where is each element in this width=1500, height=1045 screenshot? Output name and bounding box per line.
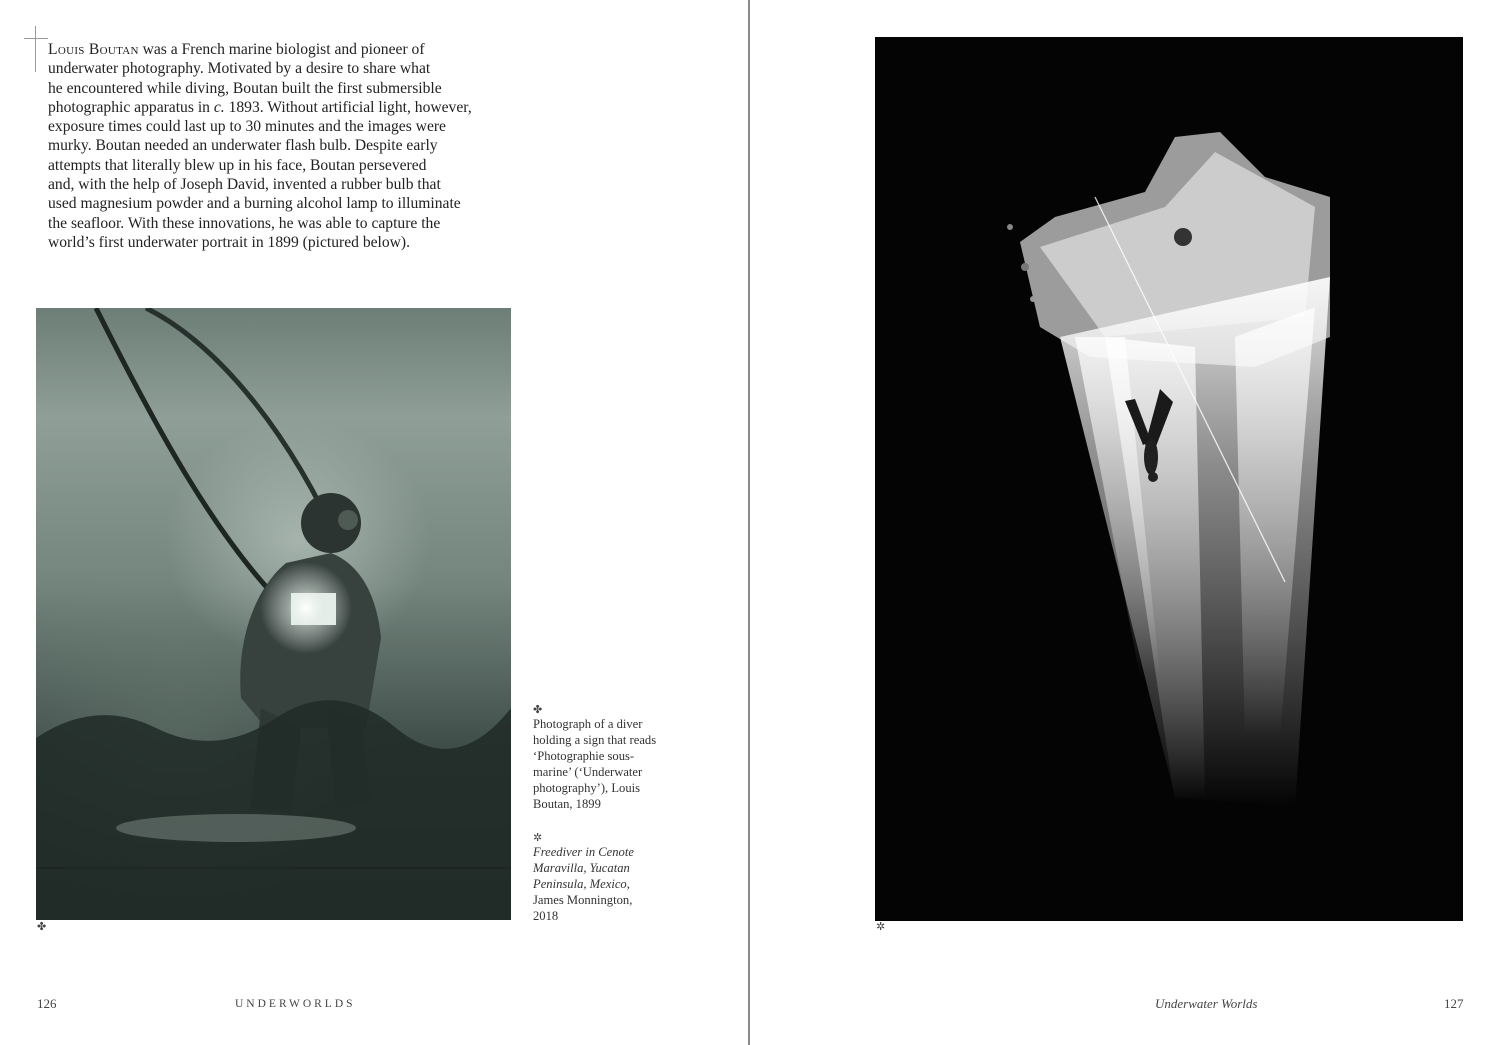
lead-in-name: Louis Boutan (48, 41, 139, 58)
body-line-3: he encountered while diving, Boutan built the first submersible (48, 79, 442, 97)
photo-marker-right: ✲ (876, 920, 886, 933)
body-line-10: the seafloor. With these innovations, he was able to capture the (48, 214, 441, 232)
body-text (48, 40, 518, 252)
caption-freediver: Freediver in Cenote Maravilla, Yucatan Peninsula, Mexico, James Monnington, 2018 (533, 845, 634, 923)
body-line-8: and, with the help of Joseph David, invented a rubber bulb that (48, 176, 441, 194)
body-line-4: photographic apparatus in c. 1893. Without artificial light, however, (48, 98, 472, 116)
body-line-11: world’s first underwater portrait in 1899 (pictured below). (48, 233, 411, 251)
body-line-7: attempts that literally blew up in his face, Boutan persevered (48, 156, 427, 174)
body-line-1: Louis Boutan was a French marine biologist and pioneer of (48, 41, 425, 58)
diver-photograph (36, 308, 511, 920)
photo-marker-left: ✤ (37, 920, 47, 933)
crop-mark-horizontal (24, 38, 48, 39)
running-head-left: UNDERWORLDS (235, 998, 356, 1010)
body-line-5: exposure times could last up to 30 minutes and the images were (48, 118, 446, 136)
crop-mark-vertical (35, 26, 36, 72)
cenote-illustration (875, 37, 1463, 921)
body-line-2: underwater photography. Motivated by a desire to share what (48, 60, 431, 78)
caption-diver: Photograph of a diver holding a sign that reads ‘Photographie sous- marine’ (‘Underwater photography’), Louis Boutan, 1899 (533, 717, 657, 811)
freediver-photograph (875, 37, 1463, 921)
book-gutter (748, 0, 750, 1045)
running-head-right: Underwater Worlds (1155, 996, 1258, 1011)
caption-marker-diver: ✤ (533, 703, 543, 716)
body-line-9: used magnesium powder and a burning alcohol lamp to illuminate (48, 195, 461, 213)
caption-marker-freediver: ✲ (533, 831, 543, 844)
body-line-6: murky. Boutan needed an underwater flash bulb. Despite early (48, 137, 438, 155)
diver-illustration (36, 308, 511, 920)
page-number-right: 127 (1444, 996, 1464, 1011)
page-number-left: 126 (37, 996, 57, 1011)
